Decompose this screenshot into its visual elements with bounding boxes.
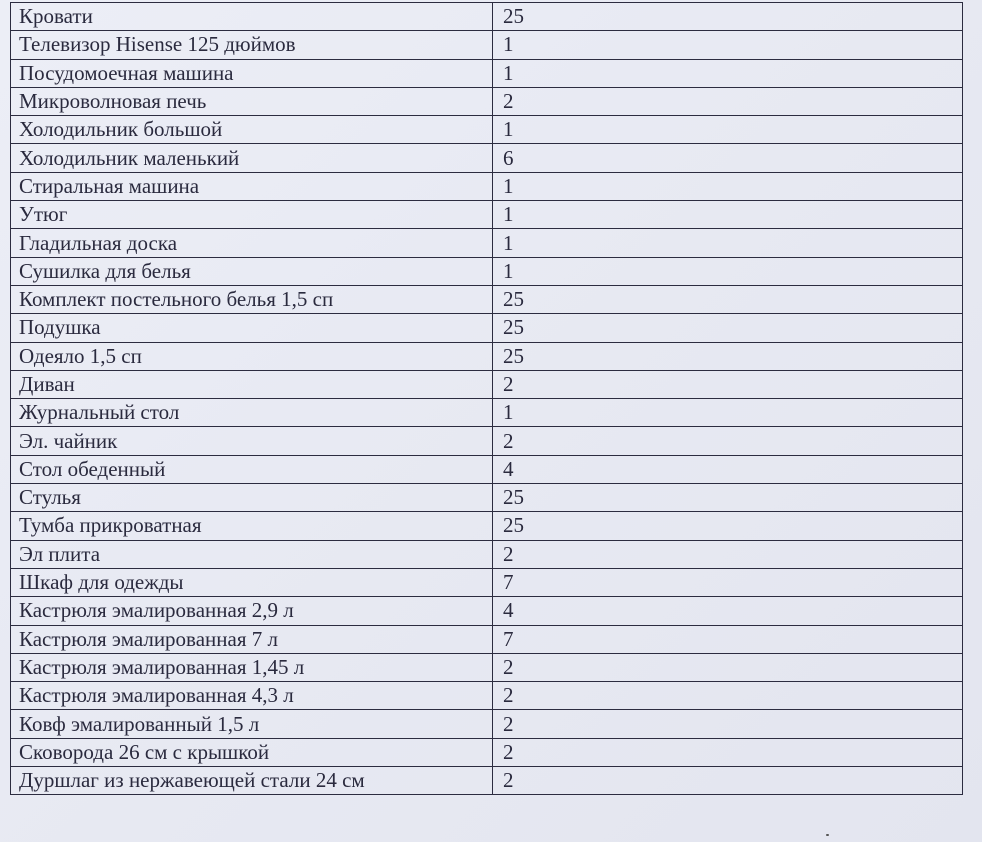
item-quantity-cell: 6 — [493, 144, 963, 172]
item-name-cell: Дуршлаг из нержавеющей стали 24 см — [11, 767, 493, 795]
item-quantity-cell: 25 — [493, 285, 963, 313]
item-name-cell: Шкаф для одежды — [11, 568, 493, 596]
table-row — [11, 767, 963, 795]
item-name-cell: Стол обеденный — [11, 455, 493, 483]
item-quantity-cell: 1 — [493, 399, 963, 427]
item-name-cell: Посудомоечная машина — [11, 59, 493, 87]
item-quantity-cell: 7 — [493, 625, 963, 653]
item-name-cell: Тумба прикроватная — [11, 512, 493, 540]
table-row — [11, 3, 963, 31]
table-row — [11, 87, 963, 115]
item-quantity-cell: 4 — [493, 455, 963, 483]
item-quantity-cell: 1 — [493, 59, 963, 87]
item-name-cell: Кастрюля эмалированная 7 л — [11, 625, 493, 653]
item-name-cell: Кастрюля эмалированная 4,3 л — [11, 682, 493, 710]
item-quantity-cell: 2 — [493, 87, 963, 115]
item-quantity-cell: 2 — [493, 682, 963, 710]
item-name-cell: Сушилка для белья — [11, 257, 493, 285]
table-row — [11, 512, 963, 540]
table-row — [11, 144, 963, 172]
table-row — [11, 370, 963, 398]
table-row — [11, 116, 963, 144]
item-name-cell: Кастрюля эмалированная 2,9 л — [11, 597, 493, 625]
scan-speck — [826, 834, 829, 836]
item-name-cell: Стулья — [11, 484, 493, 512]
table-row — [11, 625, 963, 653]
item-name-cell: Эл. чайник — [11, 427, 493, 455]
table-row — [11, 285, 963, 313]
table-row — [11, 59, 963, 87]
item-name-cell: Комплект постельного белья 1,5 сп — [11, 285, 493, 313]
item-quantity-cell: 25 — [493, 484, 963, 512]
table-row — [11, 201, 963, 229]
item-quantity-cell: 2 — [493, 370, 963, 398]
table-row — [11, 455, 963, 483]
item-quantity-cell: 25 — [493, 3, 963, 31]
item-name-cell: Сковорода 26 см с крышкой — [11, 738, 493, 766]
item-quantity-cell: 2 — [493, 653, 963, 681]
table-row — [11, 399, 963, 427]
item-quantity-cell: 1 — [493, 31, 963, 59]
item-quantity-cell: 2 — [493, 738, 963, 766]
item-quantity-cell: 1 — [493, 257, 963, 285]
table-row — [11, 31, 963, 59]
item-name-cell: Кровати — [11, 3, 493, 31]
item-quantity-cell: 1 — [493, 201, 963, 229]
table-row — [11, 710, 963, 738]
item-name-cell: Холодильник большой — [11, 116, 493, 144]
item-name-cell: Диван — [11, 370, 493, 398]
item-quantity-cell: 1 — [493, 172, 963, 200]
table-row — [11, 484, 963, 512]
item-quantity-cell: 2 — [493, 710, 963, 738]
document-page — [10, 2, 962, 795]
table-row — [11, 172, 963, 200]
item-quantity-cell: 2 — [493, 767, 963, 795]
table-row — [11, 427, 963, 455]
item-name-cell: Подушка — [11, 314, 493, 342]
item-quantity-cell: 7 — [493, 568, 963, 596]
item-quantity-cell: 2 — [493, 540, 963, 568]
table-row — [11, 314, 963, 342]
item-quantity-cell: 25 — [493, 314, 963, 342]
inventory-table-body — [11, 3, 963, 795]
table-row — [11, 229, 963, 257]
table-row — [11, 682, 963, 710]
item-name-cell: Ковф эмалированный 1,5 л — [11, 710, 493, 738]
item-name-cell: Кастрюля эмалированная 1,45 л — [11, 653, 493, 681]
item-quantity-cell: 2 — [493, 427, 963, 455]
table-row — [11, 257, 963, 285]
item-name-cell: Эл плита — [11, 540, 493, 568]
item-quantity-cell: 4 — [493, 597, 963, 625]
item-name-cell: Журнальный стол — [11, 399, 493, 427]
item-name-cell: Микроволновая печь — [11, 87, 493, 115]
table-row — [11, 540, 963, 568]
item-name-cell: Утюг — [11, 201, 493, 229]
item-name-cell: Одеяло 1,5 сп — [11, 342, 493, 370]
item-quantity-cell: 1 — [493, 229, 963, 257]
table-row — [11, 568, 963, 596]
item-name-cell: Стиральная машина — [11, 172, 493, 200]
item-name-cell: Холодильник маленький — [11, 144, 493, 172]
item-name-cell: Гладильная доска — [11, 229, 493, 257]
item-quantity-cell: 25 — [493, 342, 963, 370]
table-row — [11, 342, 963, 370]
table-row — [11, 597, 963, 625]
table-row — [11, 738, 963, 766]
item-quantity-cell: 1 — [493, 116, 963, 144]
table-row — [11, 653, 963, 681]
inventory-table — [10, 2, 963, 795]
item-name-cell: Телевизор Hisense 125 дюймов — [11, 31, 493, 59]
item-quantity-cell: 25 — [493, 512, 963, 540]
